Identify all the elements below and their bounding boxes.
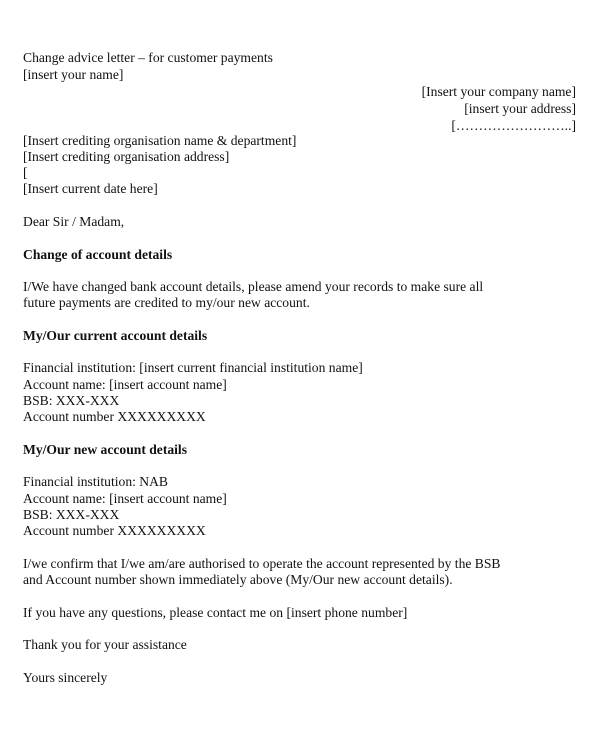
subject-heading: Change of account details bbox=[23, 247, 173, 262]
crediting-org-name: [Insert crediting organisation name & department] bbox=[23, 133, 297, 148]
current-financial-institution: Financial institution: [insert current financial institution name] bbox=[23, 360, 363, 375]
new-account-name: Account name: [insert account name] bbox=[23, 491, 227, 506]
sender-name: [insert your name] bbox=[23, 67, 124, 82]
confirmation-line-1: I/we confirm that I/we am/are authorised to operate the account represented by the BSB bbox=[23, 556, 501, 571]
new-bsb: BSB: XXX-XXX bbox=[23, 507, 120, 522]
current-account-number: Account number XXXXXXXXX bbox=[23, 409, 206, 424]
current-account-heading: My/Our current account details bbox=[23, 328, 208, 343]
confirmation-line-2: and Account number shown immediately above (My/Our new account details). bbox=[23, 572, 453, 587]
new-account-heading: My/Our new account details bbox=[23, 442, 188, 457]
company-name: [Insert your company name] bbox=[421, 84, 576, 99]
address-extra-line: [……………………..] bbox=[451, 118, 576, 133]
current-date: [Insert current date here] bbox=[23, 181, 158, 196]
current-bsb: BSB: XXX-XXX bbox=[23, 393, 120, 408]
letter-subject-line: Change advice letter – for customer payments bbox=[23, 50, 273, 65]
new-account-number: Account number XXXXXXXXX bbox=[23, 523, 206, 538]
company-address: [insert your address] bbox=[464, 101, 576, 116]
closing-line: Yours sincerely bbox=[23, 670, 108, 685]
questions-line: If you have any questions, please contact me on [insert phone number] bbox=[23, 605, 408, 620]
intro-line-1: I/We have changed bank account details, please amend your records to make sure all bbox=[23, 279, 484, 294]
new-financial-institution: Financial institution: NAB bbox=[23, 474, 168, 489]
intro-line-2: future payments are credited to my/our new account. bbox=[23, 295, 310, 310]
empty-bracket-line: [ bbox=[23, 165, 28, 180]
current-account-name: Account name: [insert account name] bbox=[23, 377, 227, 392]
thanks-line: Thank you for your assistance bbox=[23, 637, 187, 652]
crediting-org-address: [Insert crediting organisation address] bbox=[23, 149, 230, 164]
salutation: Dear Sir / Madam, bbox=[23, 214, 125, 229]
